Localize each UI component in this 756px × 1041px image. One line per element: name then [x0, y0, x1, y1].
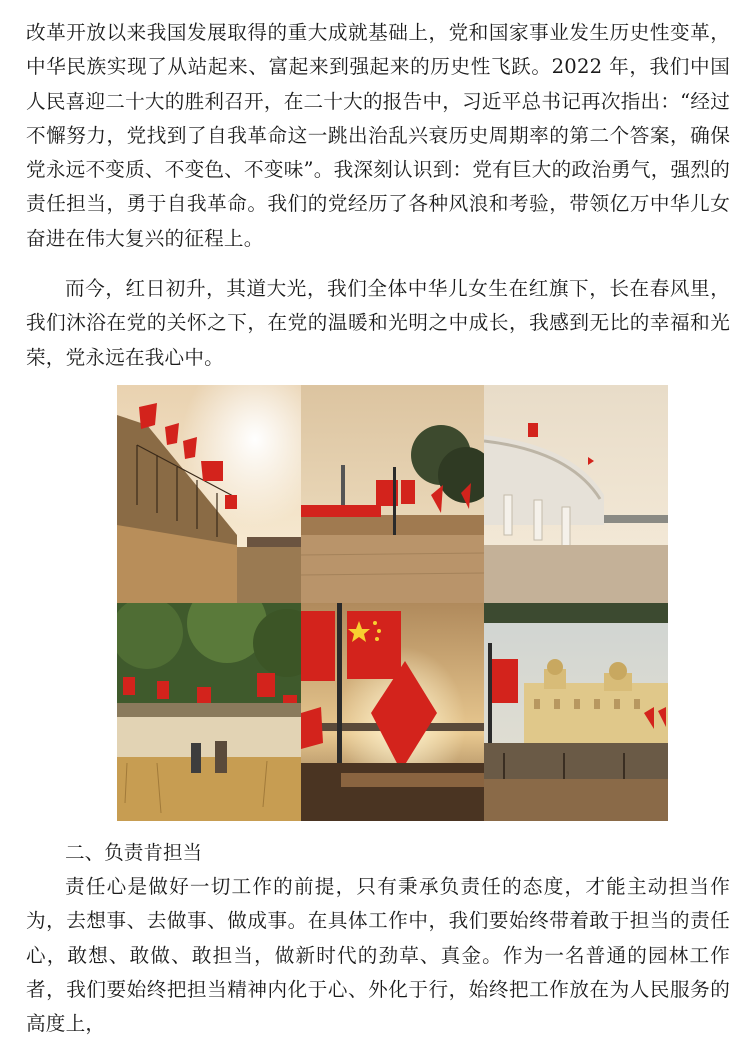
plaza-flags-photo [301, 385, 484, 603]
photo-collage [117, 385, 668, 821]
section-heading: 二、负责肯担当 [65, 841, 203, 864]
paragraph-3: 责任心是做好一切工作的前提，只有秉承负责任的态度，才能主动担当作为，去想事、去做事、做成事。在具体工作中，我们要始终带着敢于担当的责任心，敢想、敢做、敢担当，做新时代的劲草、真金。作为一名普通的园林工作者，我们要始终把担当精神内化于心、外化于行，始终把工作放在为人民服务的高度上， [26, 875, 730, 1036]
paragraph-1: 改革开放以来我国发展取得的重大成就基础上，党和国家事业发生历史性变革，中华民族实现了从站起来、富起来到强起来的历史性飞跃。2022 年，我们中国人民喜迎二十大的胜利召开，在二十大的报告中，习近平总书记再次指出：“经过不懈努力，党找到了自我革命这一跳出治乱兴衰历史周期率的第二个答案，确保党永远不变质、不变色、不变味”。我深刻认识到：党有巨大的政治勇气，强烈的责任担当，勇于自我革命。我们的党经历了各种风浪和考验，带领亿万中华儿女奋进在伟大复兴的征程上。 [26, 21, 730, 250]
flags-railing-photo [117, 385, 301, 603]
curved-building-photo [484, 385, 668, 603]
riverside-buildings-photo [484, 603, 668, 821]
flags-sunset-photo [301, 603, 484, 821]
park-walkers-photo [117, 603, 301, 821]
paragraph-2: 而今，红日初升，其道大光，我们全体中华儿女生在红旗下，长在春风里，我们沐浴在党的关怀之下，在党的温暖和光明之中成长，我感到无比的幸福和光荣，党永远在我心中。 [26, 277, 730, 369]
